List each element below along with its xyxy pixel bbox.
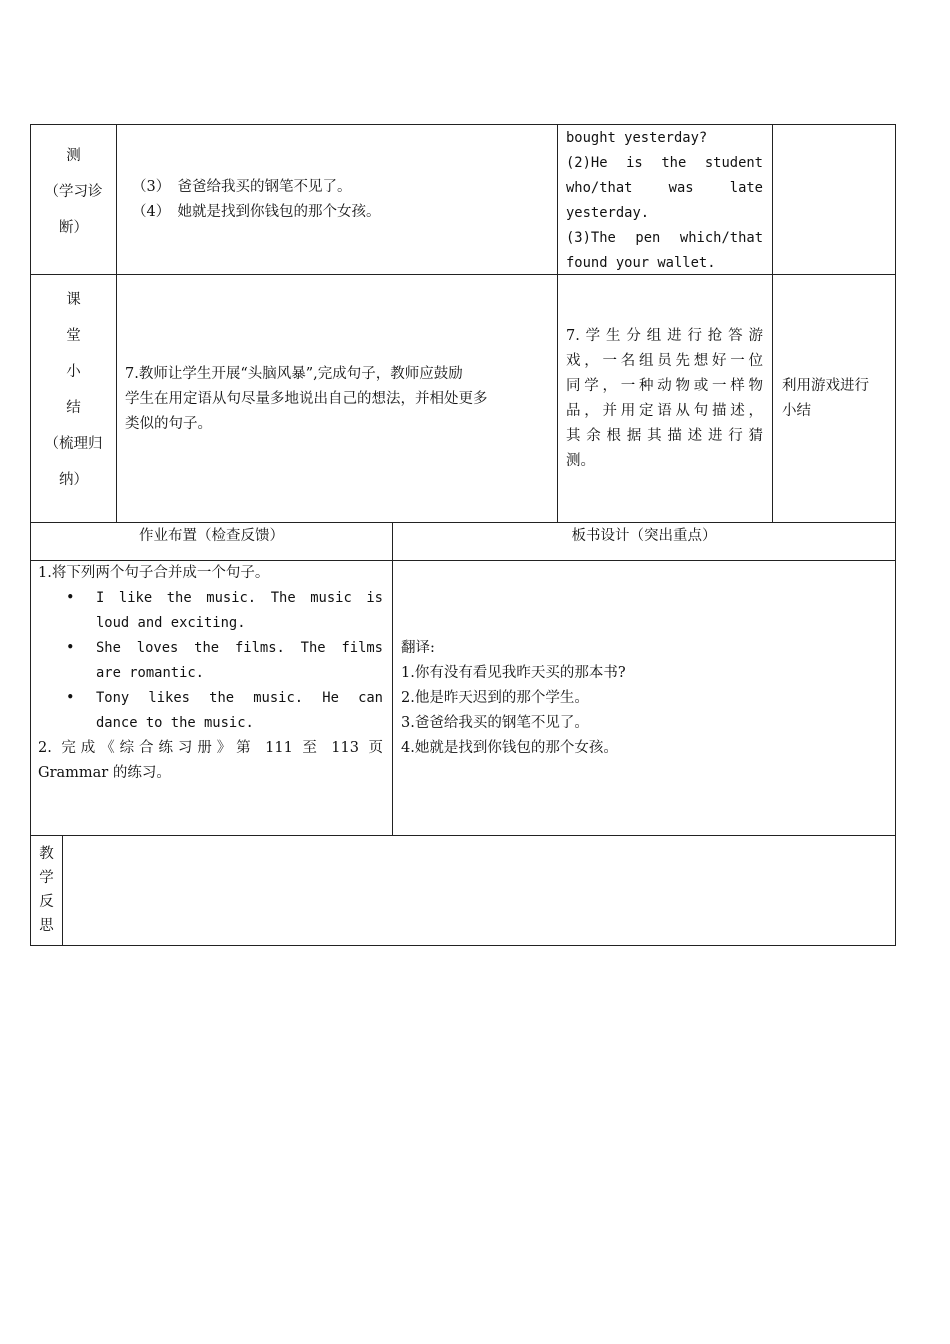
section1-label-line: 断） [59,220,88,236]
divider [392,522,393,835]
section2-activity-line: 品，并用定语从句描述， [566,403,763,419]
section1-answer-line: yesterday. [566,205,650,221]
bullet-icon: • [66,590,75,606]
section2-activity-line: 7.学生分组进行抢答游 [566,328,763,344]
reflection-content [64,837,894,944]
section2-content-line: 类似的句子。 [125,416,212,432]
homework-intro: 1.将下列两个句子合并成一个句子。 [38,565,270,581]
board-line: 4.她就是找到你钱包的那个女孩。 [401,740,618,756]
section1-answer-line: bought yesterday? [566,130,708,146]
reflection-label-char: 反 [39,894,54,910]
section2-activity-line: 测。 [566,453,595,469]
reflection-label-char: 教 [39,846,54,862]
board-line: 1.你有没有看见我昨天买的那本书? [401,665,626,681]
section2-label-line: 小 [66,364,81,380]
divider [30,274,896,275]
reflection-label-char: 学 [39,870,54,886]
homework-item-line: I like the music. The music is [96,590,383,606]
board-title: 翻译: [401,640,435,656]
divider [116,124,117,522]
section1-label [31,138,116,246]
bullet-icon: • [66,690,75,706]
homework-item-line: Tony likes the music. He can [96,690,383,706]
section1-label-line: （学习诊 [44,184,103,200]
bullet-icon: • [66,640,75,656]
section2-label [31,282,116,498]
board-line: 3.爸爸给我买的钢笔不见了。 [401,715,589,731]
section1-answer-line: found your wallet. [566,255,716,271]
homework-task2-line: 2. 完成《综合练习册》第 111 至 113 页 [38,740,383,756]
section2-activity-line: 同学，一种动物或一样物 [566,378,763,394]
section2-content-line: 7.教师让学生开展“头脑风暴”,完成句子，教师应鼓励 [125,366,463,382]
homework-task2-line: Grammar 的练习。 [38,765,171,781]
section1-answer-line: (3)The pen which/that [566,230,763,246]
section2-label-line: 课 [66,292,81,308]
board-header: 板书设计（突出重点） [571,528,717,544]
board-line: 2.他是昨天迟到的那个学生。 [401,690,589,706]
section2-activity-line: 其余根据其描述进行猜 [566,428,763,444]
section1-content-line: （4） 她就是找到你钱包的那个女孩。 [132,204,381,220]
homework-item-line: dance to the music. [96,715,254,731]
section2-content-line: 学生在用定语从句尽量多地说出自己的想法，并相处更多 [125,391,488,407]
reflection-label [31,842,62,938]
section2-label-line: 纳） [59,472,88,488]
homework-item-line: loud and exciting. [96,615,246,631]
divider [772,124,773,522]
divider [557,124,558,522]
section2-label-line: 堂 [66,328,81,344]
section1-answer-line: who/that was late [566,180,763,196]
section2-activity-line: 戏，一名组员先想好一位 [566,353,763,369]
section2-note-line: 小结 [782,403,811,419]
section2-label-line: （梳理归 [44,436,103,452]
divider [62,835,63,946]
divider [30,835,896,836]
homework-item-line: are romantic. [96,665,204,681]
section1-label-line: 测 [66,148,81,164]
section1-content-line: （3） 爸爸给我买的钢笔不见了。 [132,179,352,195]
homework-item-line: She loves the films. The films [96,640,383,656]
section2-label-line: 结 [66,400,81,416]
reflection-label-char: 思 [39,918,54,934]
section2-note-line: 利用游戏进行 [782,378,869,394]
homework-header: 作业布置（检查反馈） [139,528,284,544]
section1-answer-line: (2)He is the student [566,155,763,171]
